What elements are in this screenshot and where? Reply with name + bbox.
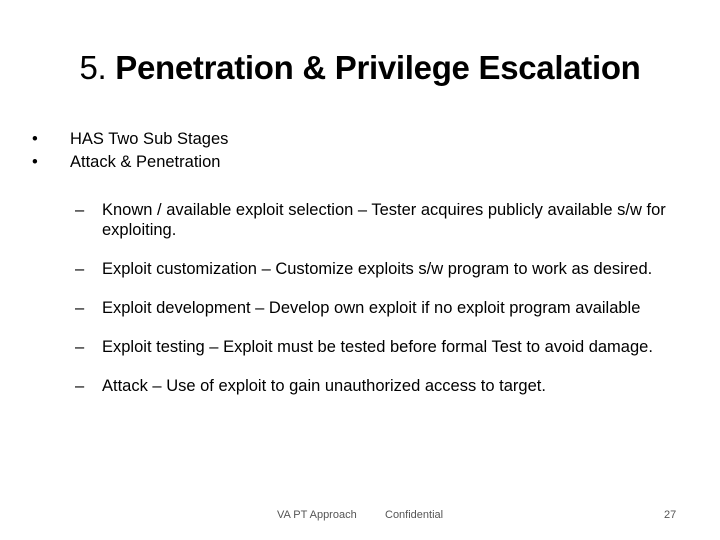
bullet-item	[32, 128, 228, 151]
bullet-icon: •	[32, 130, 38, 148]
dash-icon: –	[75, 201, 85, 219]
sub-bullet-item	[75, 259, 685, 279]
bullet-list	[32, 128, 228, 174]
sub-bullet-item	[75, 298, 685, 318]
sub-bullet-text: Exploit testing – Exploit must be tested before formal Test to avoid damage.	[102, 338, 653, 356]
slide-title	[0, 46, 720, 90]
sub-bullet-item	[75, 200, 685, 240]
sub-bullet-text: Exploit customization – Customize exploits s/w program to work as desired.	[102, 260, 653, 278]
bullet-text: HAS Two Sub Stages	[70, 130, 229, 148]
sub-bullet-item	[75, 376, 685, 396]
footer-left: VA PT Approach	[277, 509, 357, 521]
sub-bullet-text: Attack – Use of exploit to gain unauthorized access to target.	[102, 377, 546, 395]
footer-center: Confidential	[385, 509, 444, 521]
bullet-text: Attack & Penetration	[70, 153, 221, 171]
sub-bullet-item	[75, 337, 685, 357]
dash-icon: –	[75, 299, 85, 317]
bullet-item	[32, 151, 228, 174]
dash-icon: –	[75, 338, 85, 356]
sub-bullet-text: Known / available exploit selection – Tester acquires publicly available s/w for exploiting.	[102, 201, 666, 239]
title-text: Penetration & Privilege Escalation	[115, 49, 641, 86]
title-number: 5.	[79, 49, 107, 86]
sub-bullet-list	[75, 200, 685, 415]
sub-bullet-text: Exploit development – Develop own exploit if no exploit program available	[102, 299, 641, 317]
dash-icon: –	[75, 260, 85, 278]
page-number: 27	[664, 509, 677, 521]
bullet-icon: •	[32, 153, 38, 171]
dash-icon: –	[75, 377, 85, 395]
